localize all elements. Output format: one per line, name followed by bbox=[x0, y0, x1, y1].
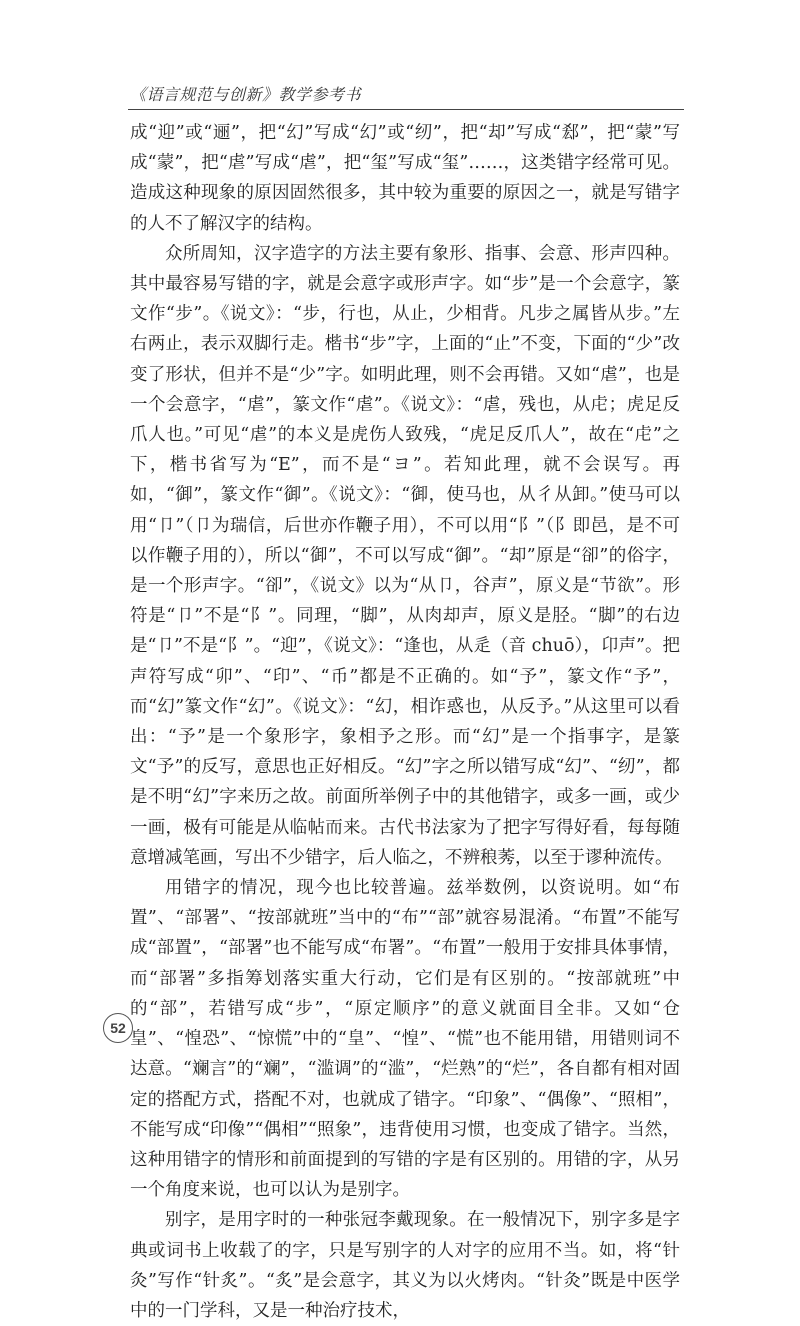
body-text bbox=[130, 118, 680, 1326]
paragraph: 成“迎”或“逦”，把“幻”写成“幻”或“纫”，把“却”写成“郄”，把“蒙”写成“蒙”，把“虐”写成“虐”，把“玺”写成“玺”……，这类错字经常可见。造成这种现象的原因固然很多，其中较为重要的原因之一，就是写错字的人不了解汉字的结构。 bbox=[130, 123, 680, 234]
header-divider bbox=[128, 109, 684, 110]
paragraph: 用错字的情况，现今也比较普遍。兹举数例，以资说明。如“布置”、“部署”、“按部就班”当中的“布”“部”就容易混淆。“布置”不能写成“部置”，“部署”也不能写成“布署”。“布置”一般用于安排具体事情，而“部署”多指筹划落实重大行动，它们是有区别的。“按部就班”中的“部”，若错写成“步”，“原定顺序”的意义就面目全非。又如“仓皇”、“惶恐”、“惊慌”中的“皇”、“惶”、“慌”也不能用错，用错则词不达意。“斓言”的“斓”，“滥调”的“滥”，“烂熟”的“烂”，各自都有相对固定的搭配方式，搭配不对，也就成了错字。“印象”、“偶像”、“照相”，不能写成“印像”“偶相”“照象”，违背使用习惯，也变成了错字。当然，这种用错字的情形和前面提到的写错的字是有区别的。用错的字，从另一个角度来说，也可以认为是别字。 bbox=[130, 878, 680, 1201]
running-header: 《语言规范与创新》教学参考书 bbox=[130, 85, 362, 104]
paragraph: 众所周知，汉字造字的方法主要有象形、指事、会意、形声四种。其中最容易写错的字，就是会意字或形声字。如“步”是一个会意字，篆文作“步”。《说文》：“步，行也，从止，少相背。凡步之属皆从步。”左右两止，表示双脚行走。楷书“步”字，上面的“止”不变，下面的“少”改变了形状，但并不是“少”字。如明此理，则不会再错。又如“虐”，也是一个会意字，“虐”，篆文作“虐”。《说文》：“虐，残也，从虍；虎足反爪人也。”可见“虐”的本义是虎伤人致残，“虎足反爪人”，故在“虍”之下，楷书省写为“E”，而不是“ヨ”。若知此理，就不会误写。再如，“御”，篆文作“御”。《说文》：“御，使马也，从彳从卸。”使马可以用“卩”（卩为瑞信，后世亦作鞭子用），不可以用“阝”（阝即邑，是不可以作鞭子用的），所以“御”，不可以写成“御”。“却”原是“卻”的俗字，是一个形声字。“卻”，《说文》以为“从卩，谷声”，原义是“节欲”。形符是“卩”不是“阝”。同理，“脚”，从肉却声，原义是胫。“脚”的右边是“卩”不是“阝”。“迎”，《说文》：“逢也，从辵（音 chuō），卬声”。把声符写成“卯”、“印”、“币”都是不正确的。如“予”，篆文作“予”，而“幻”篆文作“幻”。《说文》：“幻，相诈惑也，从反予。”从这里可以看出：“予”是一个象形字，象相予之形。而“幻”是一个指事字，是篆文“予”的反写，意思也正好相反。“幻”字之所以错写成“幻”、“纫”，都是不明“幻”字来历之故。前面所举例子中的其他错字，或多一画，或少一画，极有可能是从临帖而来。古代书法家为了把字写得好看，每每随意增减笔画，写出不少错字，后人临之，不辨稂莠，以至于谬种流传。 bbox=[130, 243, 680, 868]
page-number: 52 bbox=[103, 1013, 133, 1043]
paragraph: 别字，是用字时的一种张冠李戴现象。在一般情况下，别字多是字典或词书上收载了的字，只是写别字的人对字的应用不当。如，将“针灸”写作“针炙”。“炙”是会意字，其义为以火烤肉。“针灸”既是中医学中的一门学科，又是一种治疗技术， bbox=[130, 1210, 680, 1321]
